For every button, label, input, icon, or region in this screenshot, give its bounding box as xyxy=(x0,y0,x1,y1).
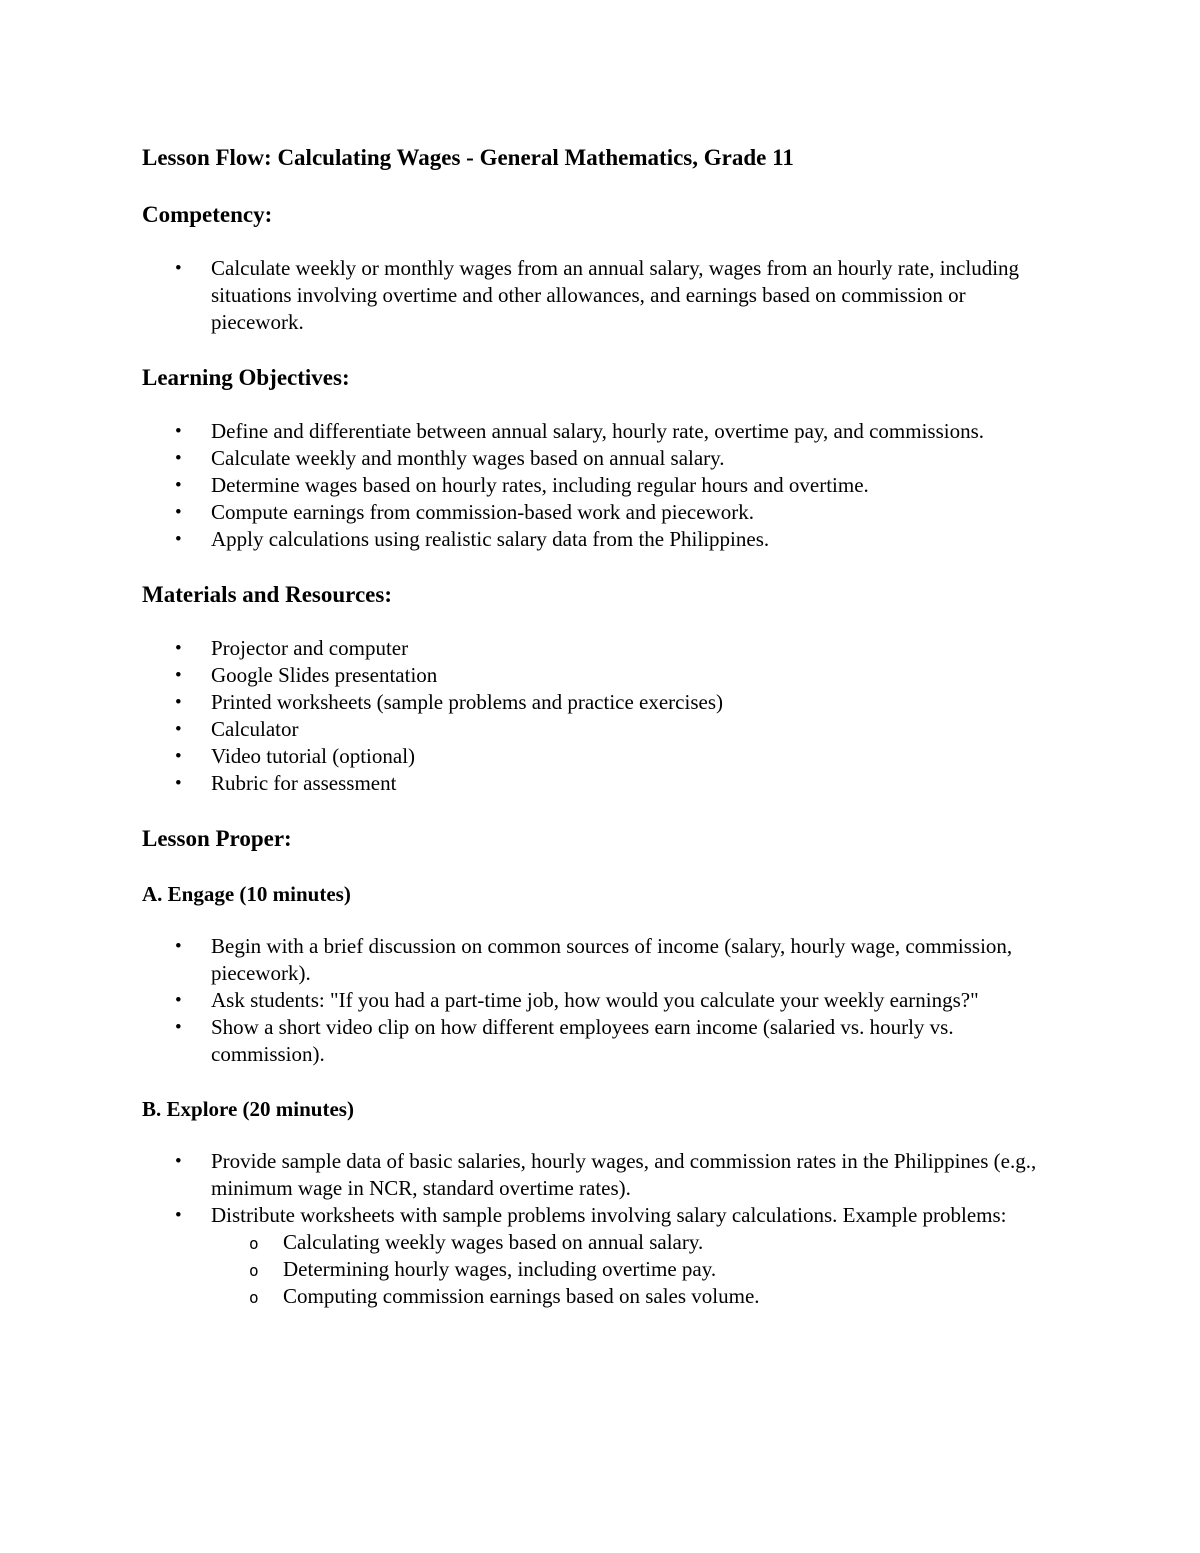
bullet-icon: • xyxy=(175,421,182,442)
bullet-icon: • xyxy=(175,258,182,279)
explore-list xyxy=(142,1148,1062,1310)
sub-list-item: o Computing commission earnings based on sales volume. xyxy=(211,1283,1062,1310)
list-item: • Calculate weekly or monthly wages from an annual salary, wages from an hourly rate, including situations involving overtime and other allowances, and earnings based on commission or piecework. xyxy=(175,256,1020,334)
list-item: • Ask students: "If you had a part-time job, how would you calculate your weekly earnings?" xyxy=(175,988,979,1012)
list-item: • Apply calculations using realistic salary data from the Philippines. xyxy=(175,527,770,551)
bullet-icon: • xyxy=(175,936,182,957)
engage-heading: A. Engage (10 minutes) xyxy=(142,882,351,906)
list-item: • Compute earnings from commission-based work and piecework. xyxy=(175,500,754,524)
list-item: • Projector and computer xyxy=(175,636,409,660)
materials-heading: Materials and Resources: xyxy=(142,582,392,607)
sub-list-item: o Calculating weekly wages based on annual salary. xyxy=(211,1229,1062,1256)
bullet-icon: • xyxy=(175,719,182,740)
circle-bullet-icon: o xyxy=(249,1234,259,1253)
bullet-icon: • xyxy=(175,1151,182,1172)
materials-list xyxy=(142,635,1062,797)
list-item: • Determine wages based on hourly rates, including regular hours and overtime. xyxy=(175,473,869,497)
list-item: • Video tutorial (optional) xyxy=(175,744,416,768)
bullet-icon: • xyxy=(175,773,182,794)
list-item: • Show a short video clip on how different employees earn income (salaried vs. hourly vs. commission). xyxy=(175,1015,954,1066)
sub-list-item: o Determining hourly wages, including overtime pay. xyxy=(211,1256,1062,1283)
list-item: • Calculate weekly and monthly wages based on annual salary. xyxy=(175,446,725,470)
bullet-icon: • xyxy=(175,1017,182,1038)
bullet-icon: • xyxy=(175,746,182,767)
bullet-icon: • xyxy=(175,1205,182,1226)
bullet-icon: • xyxy=(175,529,182,550)
circle-bullet-icon: o xyxy=(249,1288,259,1307)
list-item: • Google Slides presentation xyxy=(175,663,438,687)
explore-heading: B. Explore (20 minutes) xyxy=(142,1097,354,1121)
learning-objectives-list xyxy=(142,418,1062,553)
list-item: • Distribute worksheets with sample problems involving salary calculations. Example problems: o Calculating weekly wages based on annual salary. o Determining hourly wages, including overtime pay. o Computing commission earnings based on sales volume. xyxy=(142,1202,1062,1310)
lesson-proper-heading: Lesson Proper: xyxy=(142,826,292,851)
list-item: • Define and differentiate between annual salary, hourly rate, overtime pay, and commissions. xyxy=(175,419,985,443)
bullet-icon: • xyxy=(175,638,182,659)
circle-bullet-icon: o xyxy=(249,1261,259,1280)
bullet-icon: • xyxy=(175,448,182,469)
bullet-icon: • xyxy=(175,475,182,496)
page-title: Lesson Flow: Calculating Wages - General Mathematics, Grade 11 xyxy=(142,145,794,170)
competency-list xyxy=(142,255,1062,336)
example-problems-list xyxy=(211,1229,1062,1310)
competency-heading: Competency: xyxy=(142,202,273,227)
list-item: • Begin with a brief discussion on common sources of income (salary, hourly wage, commission, piecework). xyxy=(175,934,1013,985)
list-item: • Calculator xyxy=(175,717,299,741)
document-page xyxy=(142,142,1062,1336)
engage-list xyxy=(142,933,1062,1068)
bullet-icon: • xyxy=(175,692,182,713)
bullet-icon: • xyxy=(175,502,182,523)
list-item: • Rubric for assessment xyxy=(175,771,397,795)
bullet-icon: • xyxy=(175,665,182,686)
learning-objectives-heading: Learning Objectives: xyxy=(142,365,350,390)
bullet-icon: • xyxy=(175,990,182,1011)
list-item: • Printed worksheets (sample problems and practice exercises) xyxy=(175,690,723,714)
list-item: • Provide sample data of basic salaries, hourly wages, and commission rates in the Philippines (e.g., minimum wage in NCR, standard overtime rates). xyxy=(175,1149,1037,1200)
